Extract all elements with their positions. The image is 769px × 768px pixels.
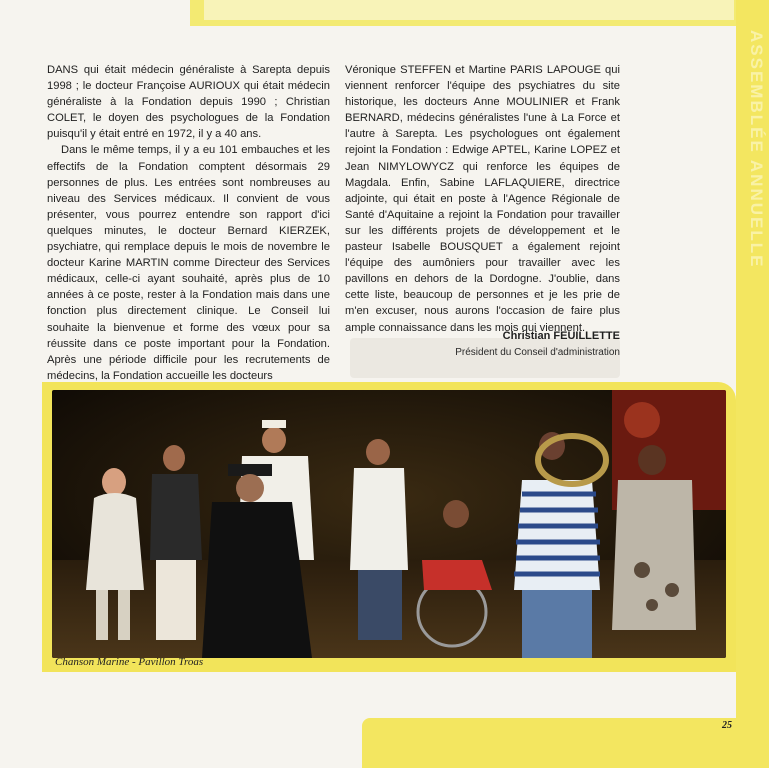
left-paragraph-1: DANS qui était médecin généraliste à Sarepta depuis 1998 ; le docteur Françoise AURIOUX qui était médecin généraliste à la Fondation depuis 1990 ; Christian COLET, le doyen des psychologues de la Fondation puisqu'il y était entré en 1972, il y a 40 ans. xyxy=(47,64,330,141)
right-paragraph-1: Véronique STEFFEN et Martine PARIS LAPOUGE qui viennent renforcer l'équipe des psychiatres du site historique, les docteurs Anne MOULINIER et Frank BERNARD, médecins généralistes l'une à La Force et l'autre à Sarepta. Les psychologues ont également rejoint la Fondation : Edwige APTEL, Karine LOPEZ et Jean NIMYLOWYCZ qui renforce les équipes de Magdala. Enfin, Sabine LAFLAQUIERE, directrice adjointe, qui était en poste à l'Agence Régionale de Santé d'Aquitaine a rejoint la Fondation pour travailler sur les différents projets de développement et le pasteur Isabelle BOUSQUET a également rejoint l'équipe des aumôniers pour travailler avec les pavillons en dehors de la Dordogne. J'oublie, dans cette liste, beaucoup de personnes et je les prie de m'en excuser, nous aurons l'occasion de faire plus ample connaissance dans les mois qui viennent. xyxy=(345,64,620,334)
left-paragraph-2: Dans le même temps, il y a eu 101 embauches et les effectifs de la Fondation comptent désormais 29 personnes de plus. Les entrées sont nombreuses au niveau des Services médicaux. Il convient de vous présenter, vous pourrez entendre son rapport d'ici quelques minutes, le docteur Bernard KIERZEK, psychiatre, qui remplace depuis le mois de novembre le docteur Karine MARTIN comme Directeur des Services médicaux, celle-ci ayant souhaité, après plus de 10 années à ce poste, rester à la Fondation mais dans une fonction plus directement clinique. Le Conseil lui souhaite la bienvenue et forme des vœux pour sa réussite dans ce poste important pour la Fondation. Après une période difficile pour les recrutements de médecins, la Fondation accueille les docteurs xyxy=(47,144,330,382)
signature-name: Christian FEUILLETTE xyxy=(502,330,620,342)
event-photo xyxy=(52,390,726,658)
page-number: 25 xyxy=(722,720,732,731)
photo-caption: Chanson Marine - Pavillon Troas xyxy=(55,656,204,668)
top-yellow-bar-inner xyxy=(204,0,734,20)
side-banner-text: ASSEMBLÉE ANNUELLE xyxy=(747,30,766,269)
signature-title: Président du Conseil d'administration xyxy=(455,347,620,358)
photo-icon xyxy=(52,390,726,658)
bottom-yellow-bar xyxy=(362,718,769,768)
signature-block xyxy=(345,330,620,358)
right-text-column xyxy=(345,62,620,336)
left-text-column xyxy=(47,62,330,384)
